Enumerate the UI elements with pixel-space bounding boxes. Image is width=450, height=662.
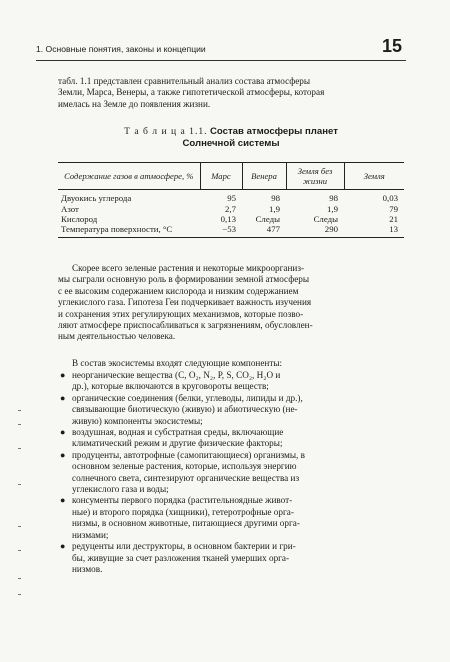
table-cell: Двуокись углерода xyxy=(61,193,132,204)
bullet-icon: ● xyxy=(60,392,66,403)
text-line: климатический режим и другие физические факторы; xyxy=(72,438,283,449)
running-header: 1. Основные понятия, законы и концепции xyxy=(36,44,206,54)
header-rule xyxy=(36,60,406,61)
table-cell: 98 xyxy=(329,193,338,204)
table-header-row xyxy=(58,163,404,190)
list-item xyxy=(58,541,404,575)
text-line: Скорее всего зеленые растения и некоторые микроорганиз- xyxy=(72,263,305,273)
table-row xyxy=(58,204,404,214)
table-row xyxy=(58,224,404,238)
margin-scan-marks xyxy=(14,410,26,600)
text-line: связывающие биотическую (живую) и абиотическую (не- xyxy=(72,404,298,415)
table-row xyxy=(58,214,404,224)
text-line: низмами; xyxy=(72,529,109,540)
table-cell: 290 xyxy=(286,224,344,238)
text-line: воздушная, водная и субстратная среды, включающие xyxy=(72,427,284,438)
text-line: низмов. xyxy=(72,563,103,574)
table-cell: 79 xyxy=(389,203,398,214)
text-line: ные) и второго порядка (хищники), гетеротрофные орга- xyxy=(72,506,294,517)
text-line: др.), которые включаются в круговороты веществ; xyxy=(72,381,269,392)
text-line: Земли, Марса, Венеры, а также гипотетической атмосферы, которая xyxy=(58,87,325,98)
text-line: консументы первого порядка (растительноядные живот- xyxy=(72,495,293,506)
text-line: углекислого газа. Гипотеза Геи подчеркивает важность изучения xyxy=(58,297,312,308)
list-item xyxy=(58,495,404,541)
text-line: ляют атмосфере приспосабливаться к загрязнениям, обусловлен- xyxy=(58,320,313,331)
table-label: Т а б л и ц а 1.1. xyxy=(124,126,208,137)
bullet-icon: ● xyxy=(60,449,66,460)
bullet-icon: ● xyxy=(60,495,66,506)
table-cell: −53 xyxy=(200,224,242,238)
table-title-line2: Солнечной системы xyxy=(182,138,280,149)
list-item xyxy=(58,370,404,393)
text-line: имелась на Земле до появления жизни. xyxy=(58,98,211,109)
text-line: и сохранения этих регулирующих механизмов, которые позво- xyxy=(58,308,304,319)
text-line: мы сыграли основную роль в формировании земной атмосферы xyxy=(58,274,310,285)
text-line: основном зеленые растения, которые, используя энергию xyxy=(72,461,297,472)
table-cell: 95 xyxy=(227,193,236,204)
table-cell: Следы xyxy=(313,213,338,224)
text-line: солнечного света, синтезируют органические вещества из xyxy=(72,472,300,483)
table-cell: Азот xyxy=(61,203,79,214)
bullet-icon: ● xyxy=(60,427,66,438)
text-line: продуценты, автотрофные (самопитающиеся) организмы, в xyxy=(72,449,305,460)
text-line: ным деятельностью человека. xyxy=(58,331,176,342)
column-header: Содержание газов в атмосфере, % xyxy=(58,163,200,190)
table-cell: 98 xyxy=(271,193,280,204)
text-line: неорганические вещества (C, O₂, N₂, P, S, CO₂, H₂O и xyxy=(72,370,281,380)
atmosphere-composition-table xyxy=(58,162,404,238)
table-row xyxy=(58,190,404,204)
page-number: 15 xyxy=(382,36,403,56)
column-header: Венера xyxy=(242,163,286,190)
components-heading: В состав экосистемы входят следующие компоненты: xyxy=(72,358,283,368)
gaia-paragraph xyxy=(58,263,404,343)
table-cell: 13 xyxy=(344,224,404,238)
table-cell: 1,9 xyxy=(269,203,280,214)
components-list xyxy=(58,370,404,575)
bullet-icon: ● xyxy=(60,370,66,380)
text-line: низмы, в основном животные, питающиеся другими орга- xyxy=(72,518,300,529)
list-item xyxy=(58,450,404,496)
table-cell: Кислород xyxy=(61,213,98,224)
table-cell: 0,03 xyxy=(382,193,398,204)
text-line: живую) компоненты экосистемы; xyxy=(72,415,203,426)
list-item xyxy=(58,427,404,450)
table-cell: Следы xyxy=(255,213,280,224)
text-line: табл. 1.1 представлен сравнительный анализ состава атмосферы xyxy=(58,76,311,86)
table-cell: 1,9 xyxy=(327,203,338,214)
table-caption xyxy=(58,126,404,150)
table-cell: Температура поверхности, °С xyxy=(58,224,200,238)
table-cell: 0,13 xyxy=(220,213,236,224)
text-line: редуценты или деструкторы, в основном бактерии и гри- xyxy=(72,541,296,552)
list-item xyxy=(58,393,404,427)
intro-paragraph xyxy=(58,76,404,110)
table-cell: 2,7 xyxy=(225,203,236,214)
table-cell: 477 xyxy=(242,224,286,238)
column-header: Марс xyxy=(200,163,242,190)
column-header: Земля xyxy=(344,163,404,190)
table-cell: 21 xyxy=(389,213,398,224)
text-line: с ее высоким содержанием кислорода и низким содержанием xyxy=(58,285,299,296)
text-line: углекислого газа и воды; xyxy=(72,484,169,495)
text-line: бы, живущие за счет разложения тканей умерших орга- xyxy=(72,552,290,563)
column-header: Земля без жизни xyxy=(286,163,344,190)
text-line: органические соединения (белки, углеводы, липиды и др.), xyxy=(72,392,303,403)
table-title: Состав атмосферы планет xyxy=(209,126,338,137)
bullet-icon: ● xyxy=(60,541,66,552)
